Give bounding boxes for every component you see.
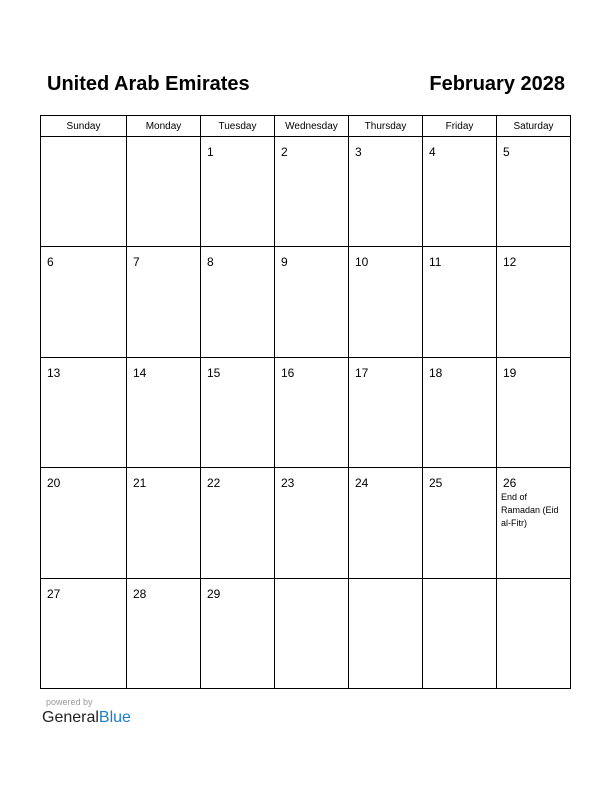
day-cell — [41, 578, 127, 688]
day-cell — [127, 357, 201, 467]
day-cell — [41, 357, 127, 467]
day-cell — [349, 357, 423, 467]
day-number: 25 — [429, 476, 443, 491]
day-cell — [275, 578, 349, 688]
country-title: United Arab Emirates — [47, 73, 250, 95]
day-cell — [423, 247, 497, 357]
day-number: 21 — [133, 476, 147, 491]
day-number: 7 — [133, 255, 140, 270]
day-number: 12 — [503, 255, 517, 270]
holiday-label: End of Ramadan (Eid al-Fitr) — [501, 492, 559, 529]
day-cell — [497, 578, 571, 688]
brand-blue-text: Blue — [98, 709, 131, 726]
day-cell — [423, 357, 497, 467]
day-number: 5 — [503, 145, 510, 159]
day-number: 20 — [47, 476, 61, 491]
day-number: 28 — [133, 586, 147, 601]
day-cell — [349, 247, 423, 357]
day-number: 17 — [355, 365, 369, 380]
day-number: 9 — [281, 255, 288, 270]
day-cell — [349, 137, 423, 247]
weekday-saturday: Saturday — [497, 116, 571, 137]
day-cell — [275, 357, 349, 467]
day-cell — [201, 137, 275, 247]
day-number — [41, 137, 126, 145]
weekday-wednesday: Wednesday — [275, 116, 349, 137]
day-number: 10 — [355, 255, 369, 270]
day-cell — [275, 137, 349, 247]
day-number: 13 — [47, 365, 61, 380]
day-number — [127, 137, 200, 145]
week-row — [41, 137, 571, 247]
day-number: 27 — [47, 586, 61, 601]
day-number — [275, 579, 348, 587]
week-row — [41, 357, 571, 467]
weekday-header-row — [41, 116, 571, 137]
day-cell — [41, 468, 127, 578]
day-number: 26 — [503, 476, 517, 491]
day-cell — [41, 137, 127, 247]
generalblue-logo[interactable] — [42, 708, 131, 728]
day-cell — [127, 578, 201, 688]
day-cell — [349, 468, 423, 578]
day-cell — [201, 357, 275, 467]
day-number: 15 — [207, 365, 221, 380]
day-number: 23 — [281, 476, 295, 491]
day-number: 8 — [207, 255, 214, 270]
day-number: 2 — [281, 145, 288, 159]
day-number: 1 — [207, 145, 214, 159]
day-cell — [423, 578, 497, 688]
day-number: 16 — [281, 365, 295, 380]
day-cell — [201, 247, 275, 357]
day-cell — [497, 137, 571, 247]
day-cell — [201, 578, 275, 688]
day-cell — [275, 247, 349, 357]
weekday-tuesday: Tuesday — [201, 116, 275, 137]
day-cell — [497, 247, 571, 357]
day-cell-holiday — [497, 468, 571, 578]
day-number — [497, 579, 570, 587]
day-cell — [41, 247, 127, 357]
day-number: 3 — [355, 145, 362, 159]
weekday-sunday: Sunday — [41, 116, 127, 137]
day-cell — [497, 357, 571, 467]
week-row — [41, 578, 571, 688]
weekday-monday: Monday — [127, 116, 201, 137]
day-cell — [127, 137, 201, 247]
day-number: 24 — [355, 476, 369, 491]
week-row — [41, 468, 571, 578]
day-cell — [127, 468, 201, 578]
day-number: 4 — [429, 145, 436, 159]
day-number — [423, 579, 496, 587]
day-cell — [127, 247, 201, 357]
day-number: 6 — [47, 255, 54, 270]
day-cell — [349, 578, 423, 688]
day-number: 29 — [207, 586, 221, 601]
brand-general-text: General — [42, 709, 99, 726]
month-title: February 2028 — [429, 73, 565, 95]
day-cell — [423, 137, 497, 247]
day-cell — [423, 468, 497, 578]
day-cell — [275, 468, 349, 578]
powered-by-text: powered by — [46, 697, 93, 707]
calendar-grid — [40, 115, 571, 689]
day-number: 22 — [207, 476, 221, 491]
day-number: 18 — [429, 365, 443, 380]
weekday-thursday: Thursday — [349, 116, 423, 137]
day-number — [349, 579, 422, 587]
week-row — [41, 247, 571, 357]
weekday-friday: Friday — [423, 116, 497, 137]
day-cell — [201, 468, 275, 578]
day-number: 11 — [429, 255, 442, 270]
day-number: 14 — [133, 365, 147, 380]
day-number: 19 — [503, 365, 517, 380]
